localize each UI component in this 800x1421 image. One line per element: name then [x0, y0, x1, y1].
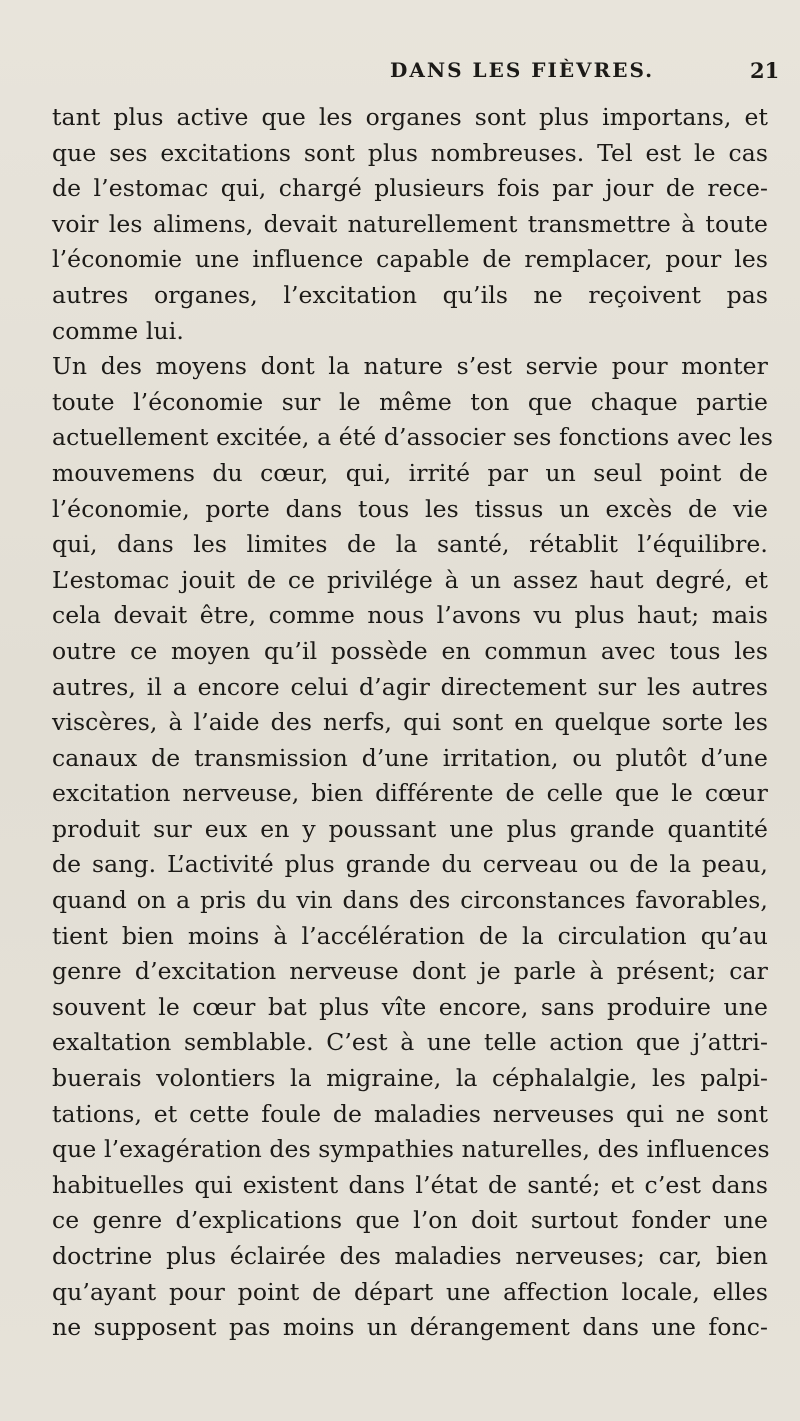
text-line: souvent le cœur bat plus vîte encore, sans produire une [52, 992, 768, 1021]
text-line: L’estomac jouit de ce privilége à un assez haut degré, et [52, 565, 768, 594]
text-line: exaltation semblable. C’est à une telle action que j’attri- [52, 1028, 768, 1057]
text-line: ce genre d’explications que l’on doit surtout fonder une [52, 1206, 768, 1235]
text-line: doctrine plus éclairée des maladies nerveuses; car, bien [52, 1242, 768, 1270]
text-line: toute l’économie sur le même ton que chaque partie [52, 387, 768, 416]
text-line: de sang. L’activité plus grande du cerveau ou de la peau, [52, 850, 768, 879]
text-line: qui, dans les limites de la santé, rétablit l’équilibre. [52, 530, 768, 559]
text-line: habituelles qui existent dans l’état de santé; et c’est dans [52, 1170, 768, 1199]
text-line: de l’estomac qui, chargé plusieurs fois par jour de rece- [52, 174, 768, 203]
text-line: que ses excitations sont plus nombreuses. Tel est le cas [52, 138, 768, 167]
running-head [0, 58, 800, 88]
text-line: excitation nerveuse, bien différente de celle que le cœur [52, 779, 768, 808]
text-line: qu’ayant pour point de départ une affection locale, elles [52, 1277, 768, 1306]
text-line: l’économie une influence capable de remplacer, pour les [52, 245, 768, 274]
text-line: autres, il a encore celui d’agir directement sur les autres [52, 672, 768, 701]
text-line: autres organes, l’excitation qu’ils ne reçoivent pas [52, 280, 768, 309]
text-line: l’économie, porte dans tous les tissus un excès de vie [52, 494, 768, 523]
text-line: quand on a pris du vin dans des circonstances favorables, [52, 886, 768, 915]
text-line: genre d’excitation nerveuse dont je parle à présent; car [52, 957, 768, 986]
text-line: viscères, à l’aide des nerfs, qui sont en quelque sorte les [52, 708, 768, 737]
text-line: cela devait être, comme nous l’avons vu plus haut; mais [52, 601, 768, 630]
text-line: actuellement excitée, a été d’associer ses fonctions avec les [52, 423, 773, 452]
body-text [52, 100, 773, 1346]
text-line: comme lui. [52, 316, 184, 345]
text-line: produit sur eux en y poussant une plus grande quantité [52, 814, 768, 843]
text-line: tant plus active que les organes sont plus importans, et [52, 103, 768, 131]
running-title: DANS LES FIÈVRES. [390, 58, 655, 82]
text-line: canaux de transmission d’une irritation, ou plutôt d’une [52, 743, 768, 772]
text-line: tient bien moins à l’accélération de la circulation qu’au [52, 921, 768, 950]
text-line: voir les alimens, devait naturellement transmettre à toute [52, 209, 768, 238]
page-number: 21 [750, 58, 780, 83]
text-line: buerais volontiers la migraine, la céphalalgie, les palpi- [52, 1064, 768, 1093]
text-line: que l’exagération des sympathies naturelles, des influences [52, 1135, 770, 1164]
text-line: outre ce moyen qu’il possède en commun avec tous les [52, 636, 768, 665]
text-line: Un des moyens dont la nature s’est servie pour monter [52, 352, 768, 381]
text-line: tations, et cette foule de maladies nerveuses qui ne sont [52, 1099, 768, 1128]
text-line: ne supposent pas moins un dérangement dans une fonc- [52, 1313, 768, 1342]
text-line: mouvemens du cœur, qui, irrité par un seul point de [52, 458, 768, 487]
